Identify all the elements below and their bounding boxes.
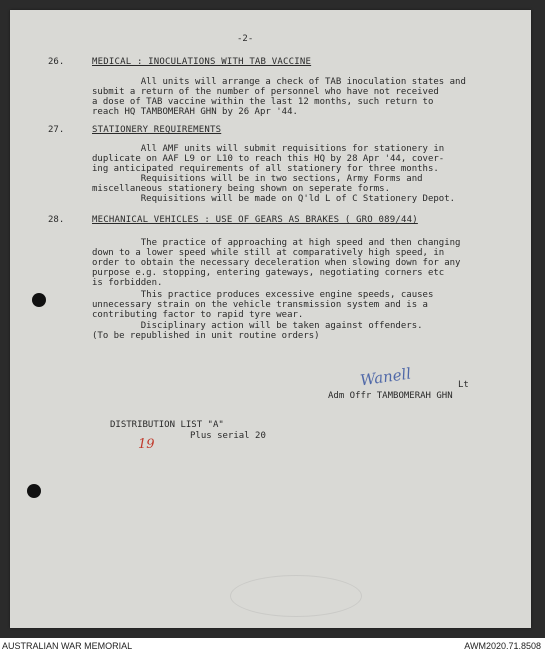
paragraph-line: All AMF units will submit requisitions for stationery in xyxy=(92,144,445,154)
footer-accession-number: AWM2020.71.8508 xyxy=(464,641,541,651)
paragraph-line: unnecessary strain on the vehicle transmission system and is a xyxy=(92,300,428,310)
faint-stamp xyxy=(230,575,362,617)
paragraph-line: a dose of TAB vaccine within the last 12 months, such return to xyxy=(92,97,434,107)
item-number: 27. xyxy=(48,125,65,135)
paragraph-line: submit a return of the number of personnel who have not received xyxy=(92,87,439,97)
punch-hole xyxy=(32,293,46,307)
paragraph-line: duplicate on AAF L9 or L10 to reach this HQ by 28 Apr '44, cover- xyxy=(92,154,445,164)
item-number: 28. xyxy=(48,215,65,225)
item-heading: MEDICAL : INOCULATIONS WITH TAB VACCINE xyxy=(92,57,312,67)
paragraph-line: purpose e.g. stopping, entering gateways, negotiating corners etc xyxy=(92,268,445,278)
paragraph-line: The practice of approaching at high speed and then changing xyxy=(92,238,461,248)
item-number: 26. xyxy=(48,57,65,67)
paragraph-line: Requisitions will be made on Q'ld L of C Stationery Depot. xyxy=(92,194,456,204)
document-page xyxy=(10,10,531,628)
paragraph-line: ing anticipated requirements of all stationery for three months. xyxy=(92,164,439,174)
handwritten-signature: Wanell xyxy=(358,364,413,390)
paragraph-line: (To be republished in unit routine orders) xyxy=(92,331,320,341)
page-number: -2- xyxy=(237,34,254,44)
paragraph-line: reach HQ TAMBOMERAH GHN by 26 Apr '44. xyxy=(92,107,298,117)
paragraph-line: Disciplinary action will be taken against offenders. xyxy=(92,321,423,331)
paragraph-line: All units will arrange a check of TAB inoculation states and xyxy=(92,77,466,87)
distribution-list: DISTRIBUTION LIST "A" xyxy=(110,420,224,430)
signatory-title: Adm Offr TAMBOMERAH GHN xyxy=(328,391,453,401)
item-heading: MECHANICAL VEHICLES : USE OF GEARS AS BRAKES ( GRO 089/44) xyxy=(92,215,418,225)
signatory-rank: Lt xyxy=(458,380,469,390)
punch-hole xyxy=(27,484,41,498)
paragraph-line: contributing factor to rapid tyre wear. xyxy=(92,310,304,320)
paragraph-line: down to a lower speed while still at comparatively high speed, in xyxy=(92,248,445,258)
item-heading: STATIONERY REQUIREMENTS xyxy=(92,125,222,135)
footer-institution: AUSTRALIAN WAR MEMORIAL xyxy=(2,641,133,651)
paragraph-line: miscellaneous stationery being shown on seperate forms. xyxy=(92,184,391,194)
paragraph-line: order to obtain the necessary deceleration when slowing down for any xyxy=(92,258,461,268)
paragraph-line: This practice produces excessive engine speeds, causes xyxy=(92,290,434,300)
paragraph-line: Requisitions will be in two sections, Army Forms and xyxy=(92,174,423,184)
paragraph-line: is forbidden. xyxy=(92,278,163,288)
distribution-serial: Plus serial 20 xyxy=(190,431,266,441)
handwritten-number: 19 xyxy=(138,437,155,452)
